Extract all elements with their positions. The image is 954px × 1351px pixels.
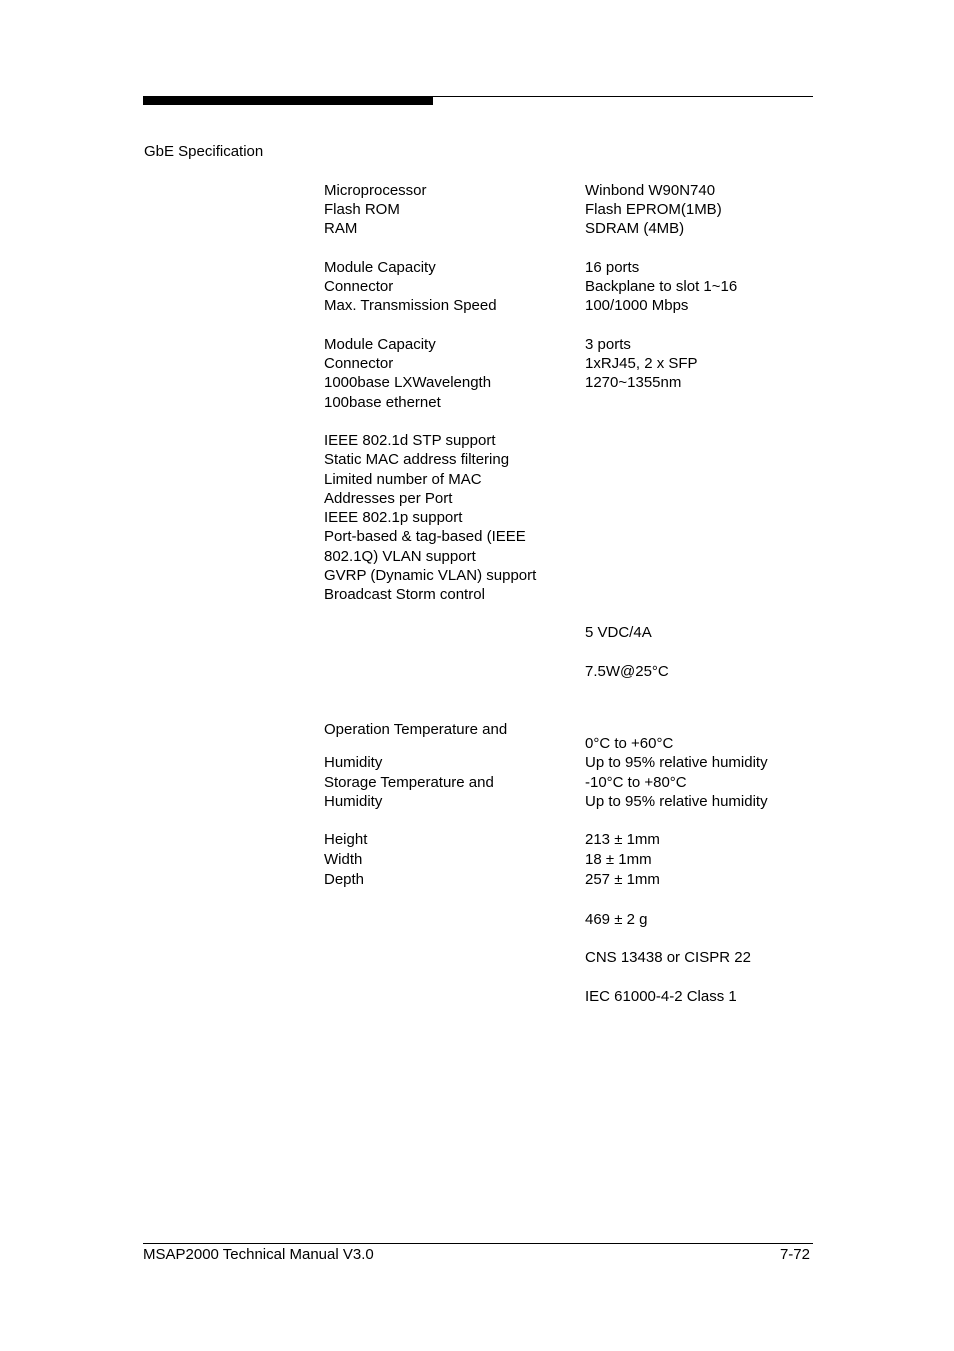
spec-value-power-consumption: 7.5W@25°C — [585, 663, 669, 680]
spec-label-operation-temp: Operation Temperature and — [324, 721, 508, 738]
spec-label-100base-ethernet: 100base ethernet — [324, 394, 441, 411]
spec-label-height: Height — [324, 831, 368, 848]
footer-document-title: MSAP2000 Technical Manual V3.0 — [143, 1246, 374, 1263]
spec-label-storage-temp: Storage Temperature and — [324, 774, 494, 791]
spec-value-weight: 469 ± 2 g — [585, 911, 648, 928]
spec-value-lx-wavelength: 1270~1355nm — [585, 374, 682, 391]
spec-value-power-input: 5 VDC/4A — [585, 624, 652, 641]
spec-value-storage-temp: -10°C to +80°C — [585, 774, 687, 791]
spec-value-depth: 257 ± 1mm — [585, 871, 660, 888]
spec-value-storage-humidity: Up to 95% relative humidity — [585, 793, 768, 810]
spec-value-operation-humidity: Up to 95% relative humidity — [585, 754, 768, 771]
spec-value-width: 18 ± 1mm — [585, 851, 652, 868]
spec-value-esd: IEC 61000-4-2 Class 1 — [585, 988, 737, 1005]
spec-label-storage-humidity: Humidity — [324, 793, 383, 810]
spec-label-width: Width — [324, 851, 363, 868]
feature-item: IEEE 802.1d STP support — [324, 432, 496, 449]
spec-label-connector: Connector — [324, 278, 394, 295]
feature-item: Addresses per Port — [324, 490, 453, 507]
feature-item: Limited number of MAC — [324, 471, 482, 488]
spec-label-flash-rom: Flash ROM — [324, 201, 400, 218]
spec-value-connector: Backplane to slot 1~16 — [585, 278, 738, 295]
spec-value-height: 213 ± 1mm — [585, 831, 660, 848]
footer-rule — [143, 1243, 813, 1244]
spec-value-max-speed: 100/1000 Mbps — [585, 297, 689, 314]
footer-page-number: 7-72 — [779, 1246, 810, 1263]
header-bar — [143, 96, 433, 105]
feature-item: GVRP (Dynamic VLAN) support — [324, 567, 537, 584]
spec-label-operation-humidity: Humidity — [324, 754, 383, 771]
feature-item: Port-based & tag-based (IEEE — [324, 528, 526, 545]
spec-value-module-capacity-front: 3 ports — [585, 336, 631, 353]
feature-item: IEEE 802.1p support — [324, 509, 463, 526]
spec-label-microprocessor: Microprocessor — [324, 182, 427, 199]
spec-value-ram: SDRAM (4MB) — [585, 220, 685, 237]
spec-label-depth: Depth — [324, 871, 365, 888]
spec-label-module-capacity: Module Capacity — [324, 259, 436, 276]
spec-label-max-speed: Max. Transmission Speed — [324, 297, 497, 314]
spec-value-operation-temp: 0°C to +60°C — [585, 735, 674, 752]
spec-value-microprocessor: Winbond W90N740 — [585, 182, 716, 199]
spec-label-ram: RAM — [324, 220, 358, 237]
feature-item: Broadcast Storm control — [324, 586, 485, 603]
spec-label-connector-front: Connector — [324, 355, 394, 372]
spec-value-module-capacity: 16 ports — [585, 259, 640, 276]
section-title: GbE Specification — [144, 143, 264, 160]
feature-item: Static MAC address filtering — [324, 451, 510, 468]
spec-value-connector-front: 1xRJ45, 2 x SFP — [585, 355, 698, 372]
feature-item: 802.1Q) VLAN support — [324, 548, 476, 565]
spec-label-lx-wavelength: 1000base LXWavelength — [324, 374, 492, 391]
spec-value-flash-rom: Flash EPROM(1MB) — [585, 201, 722, 218]
spec-label-module-capacity-front: Module Capacity — [324, 336, 436, 353]
spec-value-emi: CNS 13438 or CISPR 22 — [585, 949, 751, 966]
